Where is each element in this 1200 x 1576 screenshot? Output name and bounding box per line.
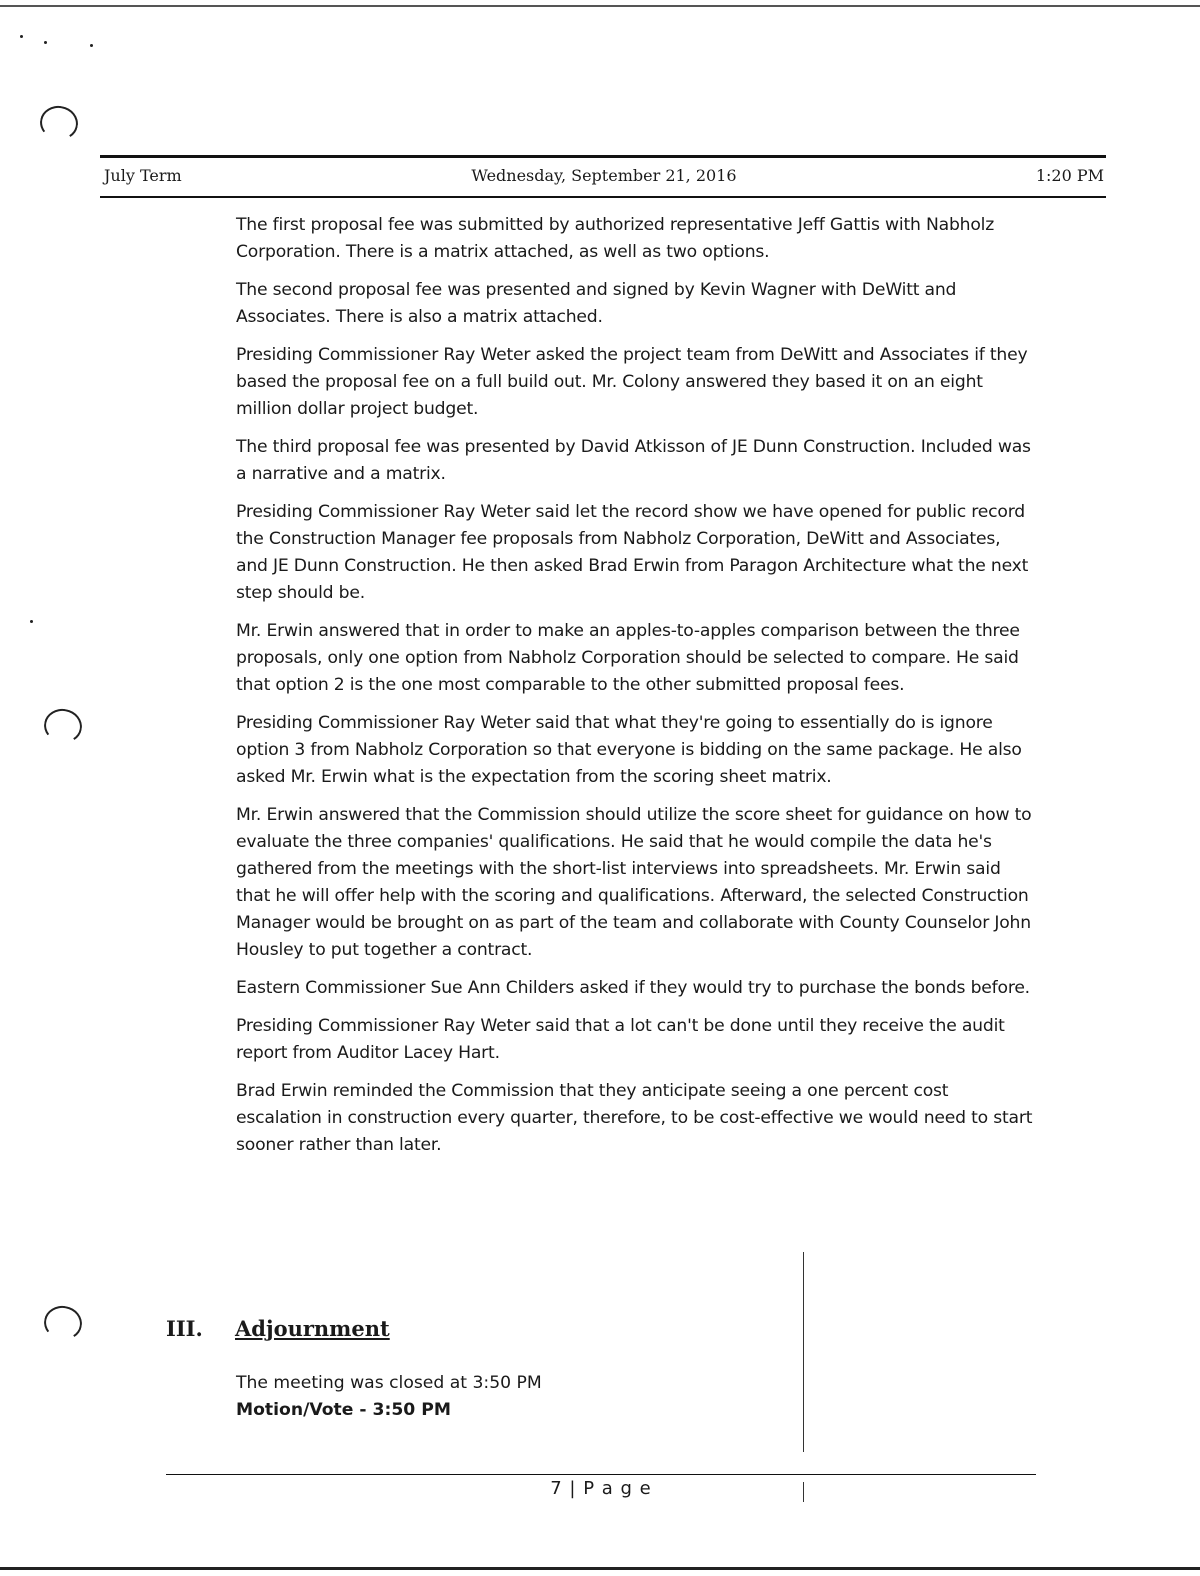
paragraph: Presiding Commissioner Ray Weter said that a lot can't be done until they receive the audit report from Auditor Lacey Hart. bbox=[236, 1016, 1005, 1063]
punch-hole-icon bbox=[41, 1303, 84, 1343]
scan-speck bbox=[90, 44, 93, 47]
paragraph: Mr. Erwin answered that in order to make an apples-to-apples comparison between the three proposals, only one option from Nabholz Corporation should be selected to compare. He said that option 2 is the one most comparable to the other submitted proposal fees. bbox=[236, 621, 1020, 695]
paragraph: The third proposal fee was presented by David Atkisson of JE Dunn Construction. Included was a narrative and a matrix. bbox=[236, 437, 1031, 484]
paragraph: Eastern Commissioner Sue Ann Childers asked if they would try to purchase the bonds before. bbox=[236, 978, 1030, 998]
section-number: III. bbox=[166, 1316, 203, 1341]
header-time: 1:20 PM bbox=[1035, 166, 1104, 185]
running-header bbox=[104, 166, 1104, 190]
paragraph: Presiding Commissioner Ray Weter said that what they're going to essentially do is ignore option 3 from Nabholz Corporation so that everyone is bidding on the same package. He also asked Mr. Erwin what is the expectation from the scoring sheet matrix. bbox=[236, 713, 1022, 787]
paragraph: Presiding Commissioner Ray Weter said let the record show we have opened for public record the Construction Manager fee proposals from Nabholz Corporation, DeWitt and Associates, and JE Dunn Construction. He then asked Brad Erwin from Paragon Architecture what the next step should be. bbox=[236, 502, 1029, 603]
scan-speck bbox=[20, 35, 23, 38]
header-rule-top bbox=[100, 155, 1106, 158]
section-title: Adjournment bbox=[235, 1316, 390, 1341]
page-number: 7 | P a g e bbox=[550, 1478, 652, 1499]
scan-speck bbox=[30, 620, 33, 623]
motion-vote-line: Motion/Vote - 3:50 PM bbox=[236, 1400, 451, 1420]
punch-hole-icon bbox=[37, 103, 80, 143]
scan-edge-bottom bbox=[0, 1567, 1200, 1570]
paragraph: Brad Erwin reminded the Commission that they anticipate seeing a one percent cost escalation in construction every quarter, therefore, to be cost-effective we would need to start sooner rather than later. bbox=[236, 1081, 1033, 1155]
paragraph: Presiding Commissioner Ray Weter asked the project team from DeWitt and Associates if they based the proposal fee on a full build out. Mr. Colony answered they based it on an eight million dollar project budget. bbox=[236, 345, 1028, 419]
paragraph: The second proposal fee was presented and signed by Kevin Wagner with DeWitt and Associates. There is also a matrix attached. bbox=[236, 280, 957, 327]
paragraph: The first proposal fee was submitted by authorized representative Jeff Gattis with Nabholz Corporation. There is a matrix attached, as well as two options. bbox=[236, 215, 995, 262]
scan-speck bbox=[44, 41, 47, 44]
meeting-closed-line: The meeting was closed at 3:50 PM bbox=[236, 1373, 542, 1393]
header-term: July Term bbox=[104, 166, 182, 185]
minutes-body bbox=[236, 212, 1036, 1170]
footer-rule bbox=[166, 1474, 1036, 1475]
punch-hole-icon bbox=[41, 706, 84, 746]
adjournment-details bbox=[236, 1370, 542, 1424]
header-date: Wednesday, September 21, 2016 bbox=[471, 166, 737, 185]
header-rule-bottom bbox=[100, 196, 1106, 198]
scan-artifact-line bbox=[803, 1252, 804, 1452]
paragraph: Mr. Erwin answered that the Commission should utilize the score sheet for guidance on how to evaluate the three companies' qualifications. He said that he would compile the data he's gathered from the meetings with the short-list interviews into spreadsheets. Mr. Erwin said that he will offer help with the scoring and qualifications. Afterward, the selected Construction Manager would be brought on as part of the team and collaborate with County Counselor John Housley to put together a contract. bbox=[236, 805, 1032, 960]
scan-edge-top bbox=[0, 5, 1200, 7]
